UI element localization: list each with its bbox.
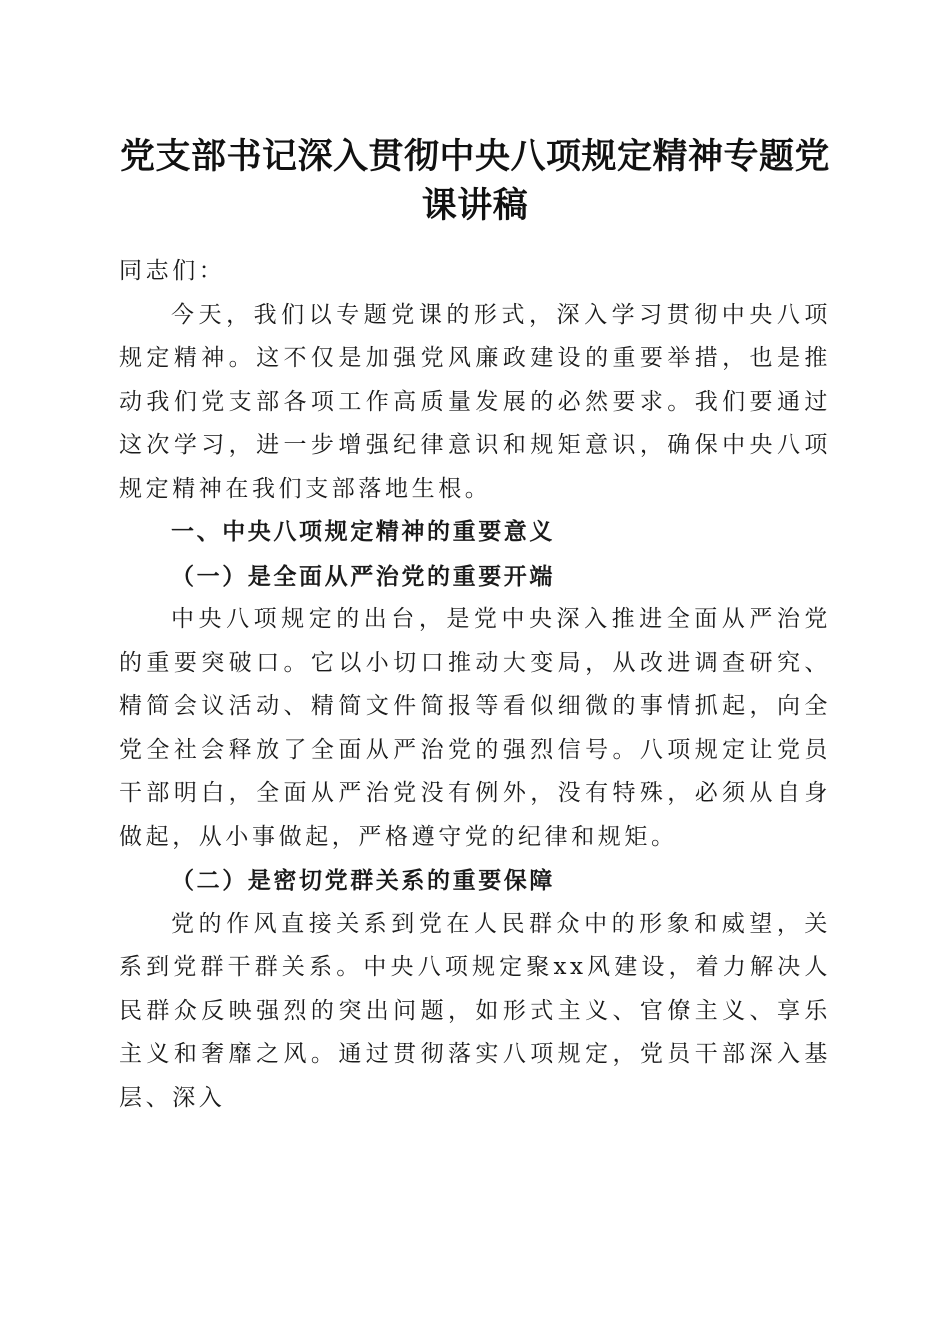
subsection-1-heading: （一）是全面从严治党的重要开端 bbox=[171, 562, 555, 590]
intro-paragraph: 今天，我们以专题党课的形式，深入学习贯彻中央八项规定精神。这不仅是加强党风廉政建设的重要举措，也是推动我们党支部各项工作高质量发展的必然要求。我们要通过这次学习，进一步增强纪律意识和规矩意识，确保中央八项规定精神在我们支部落地生根。 bbox=[119, 301, 831, 502]
section-1-heading: 一、中央八项规定精神的重要意义 bbox=[171, 519, 555, 545]
subsection-2-heading: （二）是密切党群关系的重要保障 bbox=[171, 867, 555, 894]
subsection-2-paragraph: 党的作风直接关系到党在人民群众中的形象和威望，关系到党群干群关系。中央八项规定聚xx风建设，着力解决人民群众反映强烈的突出问题，如形式主义、官僚主义、享乐主义和奢靡之风。通过贯彻落实八项规定，党员干部深入基层、深入 bbox=[119, 910, 831, 1111]
title-line-1: 党支部书记深入贯彻中央八项规定精神专题党 bbox=[119, 136, 830, 177]
title-line-2: 课讲稿 bbox=[421, 185, 529, 226]
salutation: 同志们： bbox=[119, 258, 226, 284]
subsection-1-paragraph: 中央八项规定的出台，是党中央深入推进全面从严治党的重要突破口。它以小切口推动大变局，从改进调查研究、精简会议活动、精简文件简报等看似细微的事情抓起，向全党全社会释放了全面从严治党的强烈信号。八项规定让党员干部明白，全面从严治党没有例外，没有特殊，必须从自身做起，从小事做起，严格遵守党的纪律和规矩。 bbox=[119, 606, 831, 850]
document-body bbox=[119, 250, 831, 1120]
document-title bbox=[100, 132, 850, 230]
